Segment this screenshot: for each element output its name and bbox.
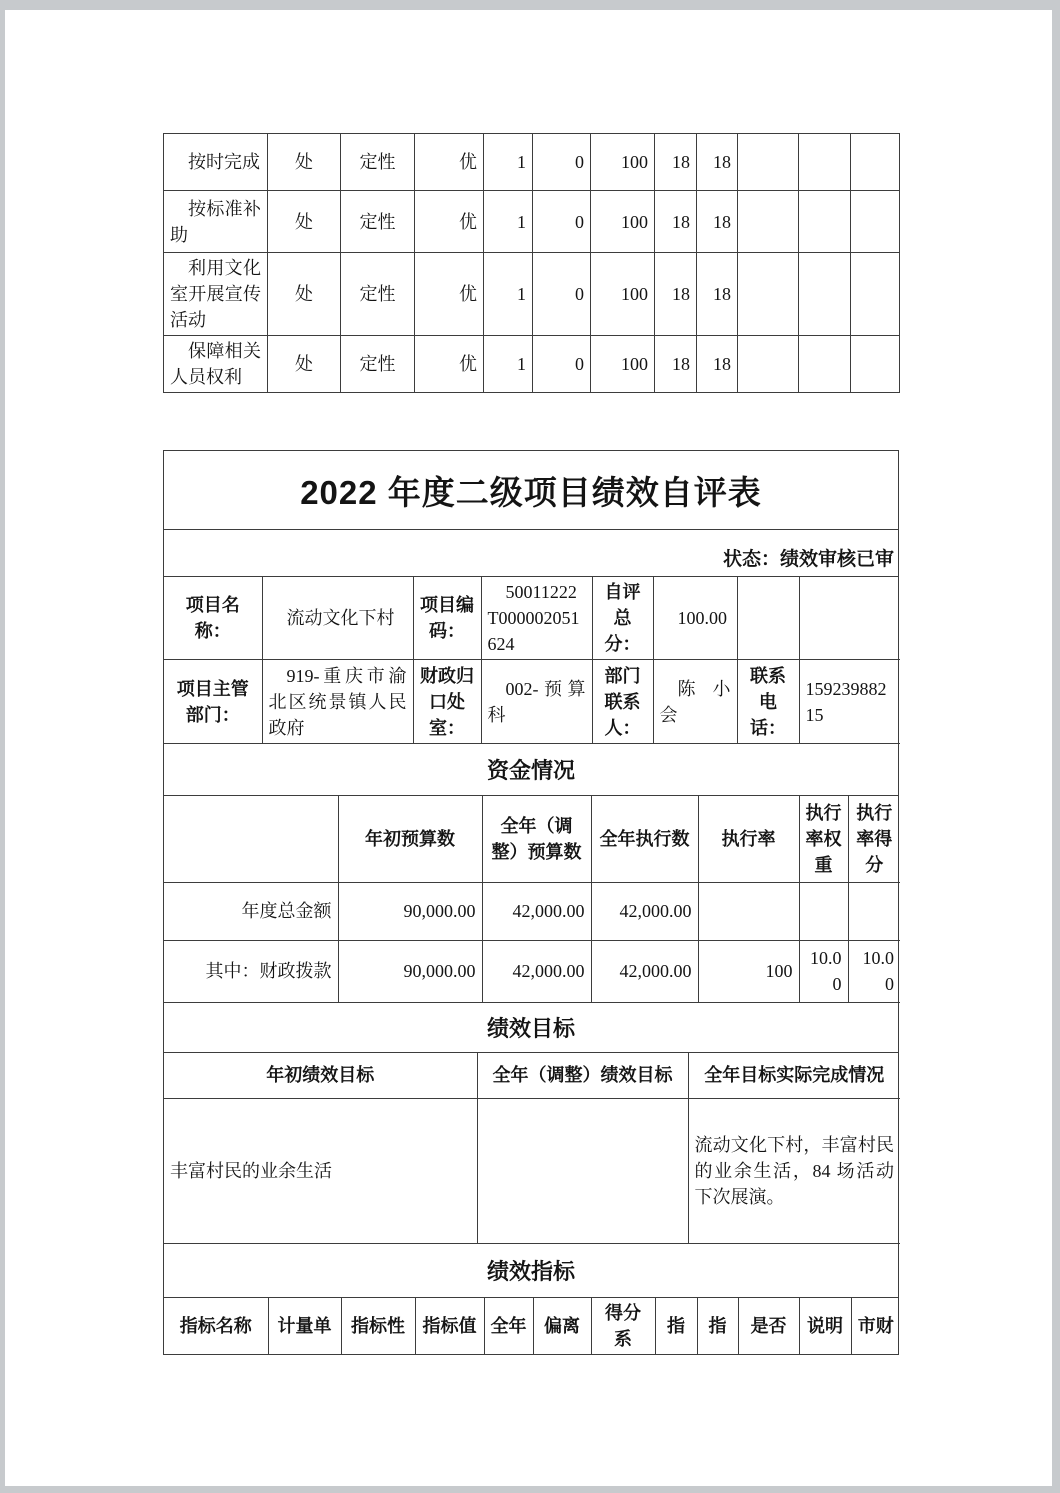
table-row <box>164 660 900 744</box>
self-evaluation-report <box>163 450 899 1355</box>
self-score-label: 自评总分： <box>592 577 653 660</box>
contact-label: 部门联系人： <box>592 660 653 744</box>
value-cell: 1 <box>484 134 533 191</box>
rate-score-cell: 10.00 <box>848 940 900 1002</box>
rate-weight-cell: 10.00 <box>799 940 848 1002</box>
score-coef-cell: 100 <box>591 336 655 393</box>
initial-goal-cell: 丰富村民的业余生活 <box>164 1099 477 1244</box>
finance-office-value: 002-预算科 <box>481 660 592 744</box>
col-header-initial-budget: 年初预算数 <box>338 796 482 882</box>
unit-cell: 处 <box>268 253 341 336</box>
value-cell: 0 <box>533 191 591 253</box>
target-value-cell: 优 <box>415 336 484 393</box>
col-header-unit: 计量单 <box>268 1298 341 1354</box>
section-title-goals: 绩效目标 <box>164 1003 898 1053</box>
score-coef-cell: 100 <box>591 134 655 191</box>
indicator-name-cell: 按标准补助 <box>164 191 268 253</box>
funds-table <box>164 796 900 1003</box>
table-row <box>164 940 900 1002</box>
indicators-continuation-table <box>163 133 900 393</box>
actual-completion-cell: 流动文化下村，丰富村民的业余生活，84 场活动下次展演。 <box>688 1099 900 1244</box>
col-header-city-finance: 市财 <box>857 1316 894 1336</box>
col-header-indicator-value: 指标值 <box>415 1298 484 1354</box>
nature-cell: 定性 <box>341 253 415 336</box>
col-header-indicator-name: 指标名称 <box>164 1298 268 1354</box>
nature-cell: 定性 <box>341 336 415 393</box>
score-coef-cell: 100 <box>591 253 655 336</box>
adjusted-budget-cell: 42,000.00 <box>482 882 591 940</box>
adjusted-budget-cell: 42,000.00 <box>482 940 591 1002</box>
table-row <box>164 577 900 660</box>
empty-cell <box>799 134 851 191</box>
col-header-rate-weight: 执行率权重 <box>799 796 848 882</box>
dept-value: 919-重庆市渝北区统景镇人民政府 <box>262 660 413 744</box>
empty-cell <box>851 191 900 253</box>
table-row <box>164 336 900 393</box>
report-title: 2022 年度二级项目绩效自评表 <box>164 451 898 530</box>
rate-weight-cell <box>799 882 848 940</box>
row-label-total-amount: 年度总金额 <box>164 882 338 940</box>
corner-blank-cell <box>164 796 338 882</box>
col-header-rate-score: 执行率得分 <box>848 796 900 882</box>
table-row <box>164 1099 900 1244</box>
table-row <box>164 796 900 882</box>
finance-office-label: 财政归口处室： <box>413 660 481 744</box>
col-header-deviation: 偏离 <box>533 1298 591 1354</box>
score-cell: 18 <box>697 134 738 191</box>
table-row <box>164 1298 900 1354</box>
col-header-whether: 是否 <box>738 1298 799 1354</box>
row-label-fiscal-allocation: 其中：财政拨款 <box>164 940 338 1002</box>
executed-cell: 42,000.00 <box>591 882 698 940</box>
col-header-executed: 全年执行数 <box>591 796 698 882</box>
target-value-cell: 优 <box>415 134 484 191</box>
project-name-value: 流动文化下村 <box>262 577 413 660</box>
unit-cell: 处 <box>268 191 341 253</box>
project-code-label: 项目编码： <box>413 577 481 660</box>
col-header-adjusted-goal: 全年（调整）绩效目标 <box>477 1053 688 1099</box>
indicator-name-cell: 利用文化室开展宣传活动 <box>164 253 268 336</box>
section-title-indicators: 绩效指标 <box>164 1244 898 1298</box>
document-page <box>5 10 1052 1486</box>
col-header-zhi-2: 指 <box>697 1298 738 1354</box>
self-score-value: 100.00 <box>653 577 737 660</box>
col-header-zhi-1: 指 <box>655 1298 697 1354</box>
section-title-funds: 资金情况 <box>164 744 898 796</box>
project-name-label: 项目名称： <box>164 577 262 660</box>
table-row <box>164 134 900 191</box>
goals-table <box>164 1053 900 1245</box>
col-header-full-year: 全年 <box>484 1298 533 1354</box>
empty-cell <box>799 336 851 393</box>
score-coef-cell: 100 <box>591 191 655 253</box>
table-row <box>164 882 900 940</box>
empty-cell <box>799 253 851 336</box>
empty-cell <box>737 577 799 660</box>
empty-cell <box>738 134 799 191</box>
exec-rate-cell <box>698 882 799 940</box>
value-cell: 0 <box>533 134 591 191</box>
score-cell: 18 <box>697 253 738 336</box>
nature-cell: 定性 <box>341 134 415 191</box>
indicator-name-cell: 按时完成 <box>164 134 268 191</box>
col-header-adjusted-budget: 全年（调整）预算数 <box>482 796 591 882</box>
project-info-table <box>164 577 900 744</box>
empty-cell <box>738 253 799 336</box>
score-cell: 18 <box>655 191 697 253</box>
unit-cell: 处 <box>268 134 341 191</box>
score-cell: 18 <box>655 134 697 191</box>
initial-budget-cell: 90,000.00 <box>338 940 482 1002</box>
empty-cell <box>851 134 900 191</box>
rate-score-cell <box>848 882 900 940</box>
exec-rate-cell: 100 <box>698 940 799 1002</box>
contact-value: 陈小会 <box>653 660 737 744</box>
indicator-name-cell: 保障相关人员权利 <box>164 336 268 393</box>
executed-cell: 42,000.00 <box>591 940 698 1002</box>
empty-cell <box>851 336 900 393</box>
initial-budget-cell: 90,000.00 <box>338 882 482 940</box>
phone-value: 15923988215 <box>799 660 900 744</box>
table-row <box>164 253 900 336</box>
nature-cell: 定性 <box>341 191 415 253</box>
empty-cell <box>738 336 799 393</box>
unit-cell: 处 <box>268 336 341 393</box>
table-row <box>164 1053 900 1099</box>
score-cell: 18 <box>697 191 738 253</box>
empty-cell <box>799 191 851 253</box>
col-header-actual-completion: 全年目标实际完成情况 <box>688 1053 900 1099</box>
empty-cell <box>851 253 900 336</box>
empty-cell <box>738 191 799 253</box>
score-cell: 18 <box>655 253 697 336</box>
value-cell: 0 <box>533 253 591 336</box>
project-code-value: 50011222T000002051624 <box>481 577 592 660</box>
dept-label: 项目主管部门： <box>164 660 262 744</box>
phone-label: 联系电话： <box>737 660 799 744</box>
target-value-cell: 优 <box>415 253 484 336</box>
table-row <box>164 191 900 253</box>
value-cell: 0 <box>533 336 591 393</box>
target-value-cell: 优 <box>415 191 484 253</box>
col-header-nature: 指标性 <box>341 1298 415 1354</box>
score-cell: 18 <box>697 336 738 393</box>
col-header-score-coef: 得分系 <box>591 1298 655 1354</box>
value-cell: 1 <box>484 253 533 336</box>
indicators-header-table <box>164 1298 900 1354</box>
value-cell: 1 <box>484 336 533 393</box>
value-cell: 1 <box>484 191 533 253</box>
col-header-exec-rate: 执行率 <box>698 796 799 882</box>
empty-cell <box>799 577 900 660</box>
status-text: 状态：绩效审核已审 <box>164 530 898 577</box>
col-header-initial-goal: 年初绩效目标 <box>164 1053 477 1099</box>
col-header-note: 说明 <box>799 1298 851 1354</box>
score-cell: 18 <box>655 336 697 393</box>
adjusted-goal-cell <box>477 1099 688 1244</box>
